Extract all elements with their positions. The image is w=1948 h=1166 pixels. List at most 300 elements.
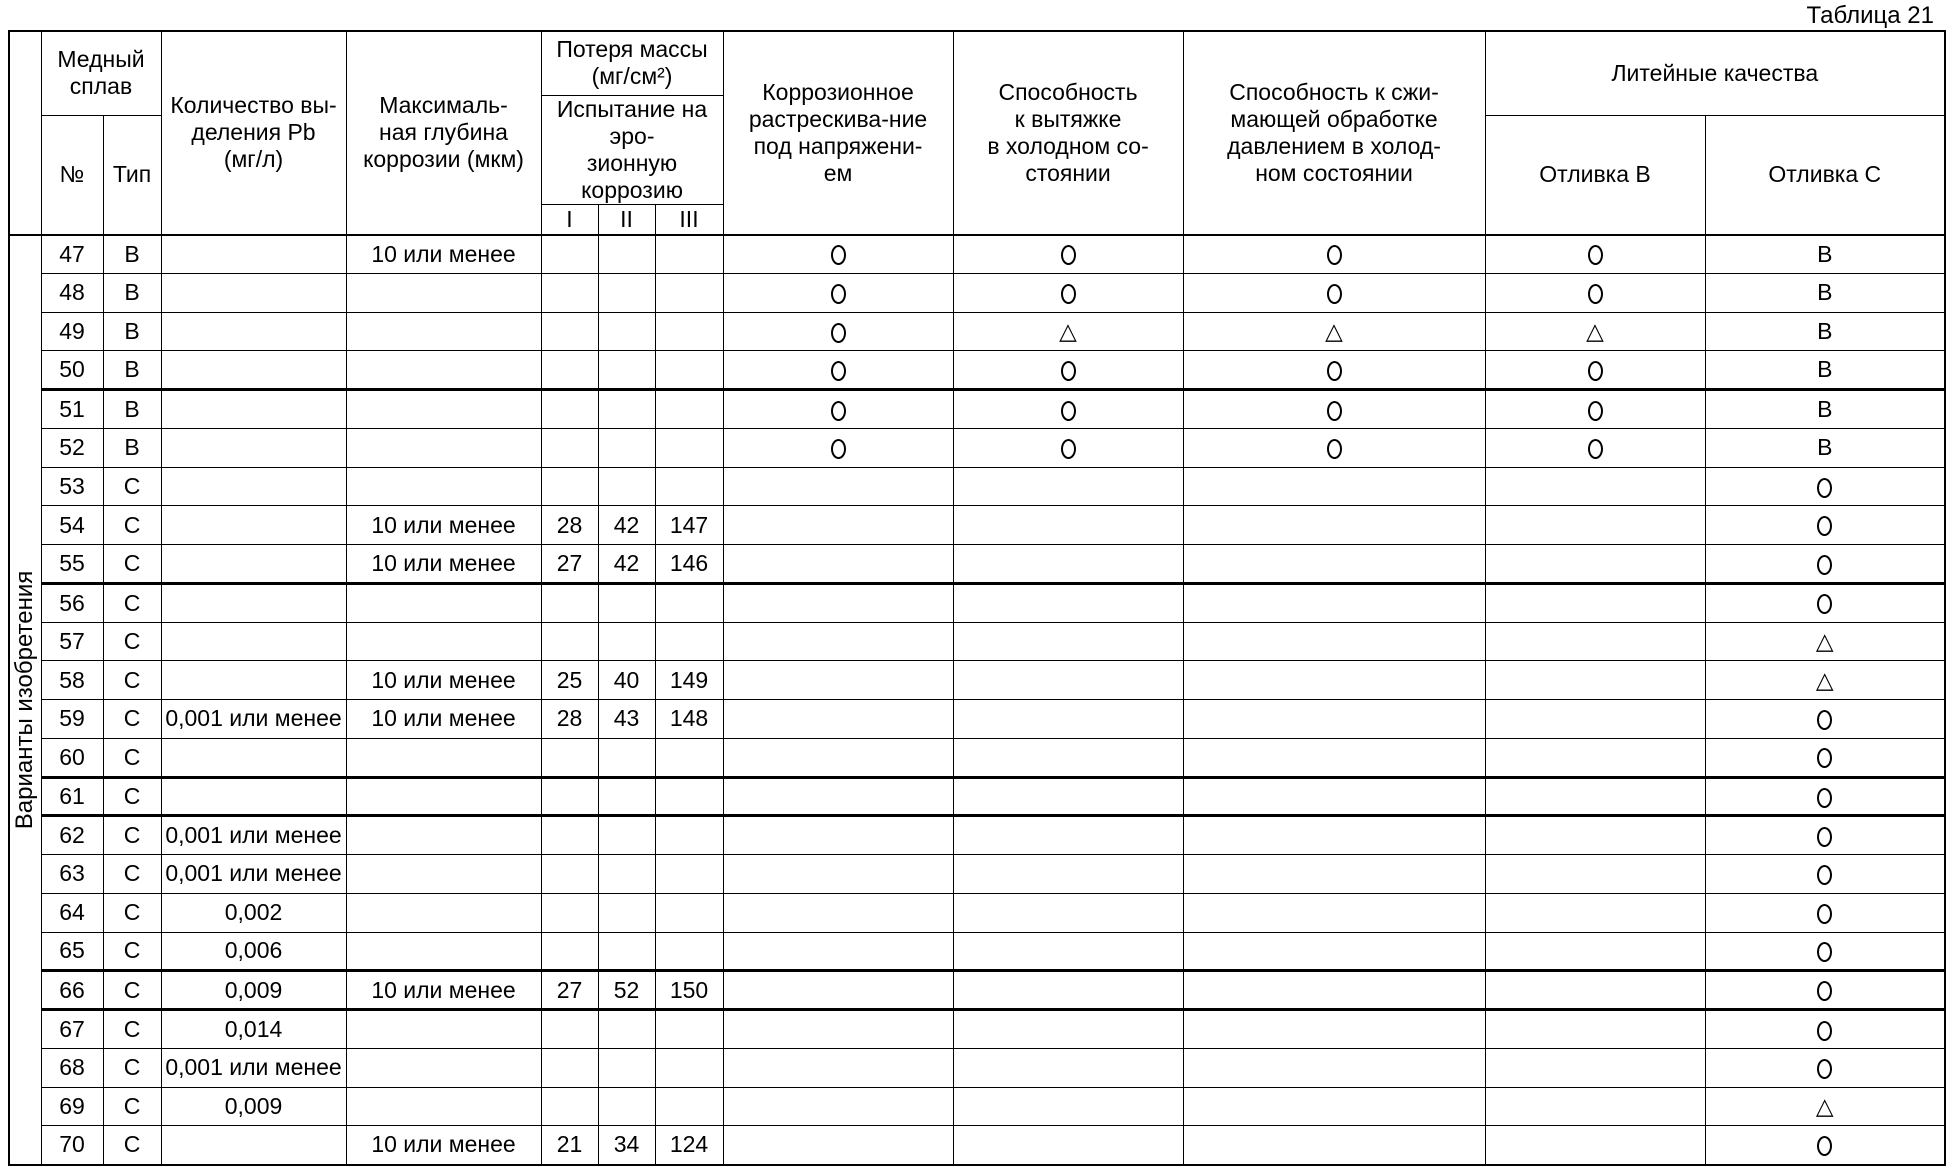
cell-scc — [723, 1087, 953, 1126]
cell-scc — [723, 700, 953, 739]
cell-draw — [953, 428, 1183, 467]
cell-pb — [161, 467, 346, 506]
cell-scc — [723, 1048, 953, 1087]
cell-pb — [161, 428, 346, 467]
circle-symbol — [1061, 401, 1076, 421]
cell-cast_b — [1485, 273, 1705, 312]
header-col-ii: II — [598, 205, 655, 235]
cell-pb: 0,001 или менее — [161, 816, 346, 855]
circle-symbol — [1817, 942, 1832, 962]
circle-symbol — [831, 401, 846, 421]
cell-max — [346, 583, 541, 622]
cell-cast_c — [1705, 1126, 1945, 1165]
cell-scc — [723, 1126, 953, 1165]
header-pb-release: Количество вы- деления Pb (мг/л) — [161, 31, 346, 235]
cell-draw — [953, 971, 1183, 1010]
cell-cast_b — [1485, 235, 1705, 274]
cell-iii — [655, 583, 723, 622]
cell-i — [541, 273, 598, 312]
cell-iii — [655, 1048, 723, 1087]
circle-symbol — [1817, 865, 1832, 885]
cell-type: C — [103, 932, 161, 971]
cell-draw — [953, 1087, 1183, 1126]
table-body — [9, 235, 1945, 1165]
cell-ii: 43 — [598, 700, 655, 739]
cell-draw — [953, 622, 1183, 661]
circle-symbol — [1817, 788, 1832, 808]
cell-max: 10 или менее — [346, 661, 541, 700]
cell-ii — [598, 816, 655, 855]
cell-scc — [723, 506, 953, 545]
table-row — [9, 816, 1945, 855]
cell-scc — [723, 351, 953, 390]
cell-scc — [723, 622, 953, 661]
cell-iii — [655, 932, 723, 971]
table-row — [9, 777, 1945, 816]
cell-pb — [161, 777, 346, 816]
cell-type: C — [103, 622, 161, 661]
cell-type: C — [103, 1126, 161, 1165]
cell-cast_c — [1705, 467, 1945, 506]
table-row — [9, 1010, 1945, 1049]
cell-no: 59 — [41, 700, 103, 739]
cell-no: 48 — [41, 273, 103, 312]
cell-comp — [1183, 545, 1485, 584]
cell-cast_b — [1485, 312, 1705, 351]
cell-max — [346, 312, 541, 351]
cell-iii — [655, 777, 723, 816]
cell-pb — [161, 351, 346, 390]
table-row — [9, 545, 1945, 584]
cell-scc — [723, 273, 953, 312]
cell-type: C — [103, 661, 161, 700]
cell-pb — [161, 545, 346, 584]
circle-symbol — [1327, 361, 1342, 381]
header-cold-compression: Способность к сжи- мающей обработке давлением в холод- ном состоянии — [1183, 31, 1485, 235]
cell-scc — [723, 428, 953, 467]
cell-cast_c — [1705, 583, 1945, 622]
cell-cast_c: B — [1705, 273, 1945, 312]
cell-cast_b — [1485, 855, 1705, 894]
circle-symbol — [831, 361, 846, 381]
cell-scc — [723, 738, 953, 777]
cell-cast_c — [1705, 971, 1945, 1010]
cell-cast_b — [1485, 932, 1705, 971]
cell-pb: 0,014 — [161, 1010, 346, 1049]
triangle-symbol: △ — [1815, 666, 1834, 693]
cell-draw — [953, 816, 1183, 855]
cell-cast_c: B — [1705, 351, 1945, 390]
cell-max — [346, 855, 541, 894]
circle-symbol — [1588, 439, 1603, 459]
cell-i — [541, 351, 598, 390]
circle-symbol — [1817, 478, 1832, 498]
cell-pb — [161, 583, 346, 622]
cell-i — [541, 428, 598, 467]
circle-symbol — [1588, 401, 1603, 421]
corner-cell — [9, 31, 41, 235]
cell-iii: 147 — [655, 506, 723, 545]
cell-comp — [1183, 583, 1485, 622]
cell-scc — [723, 545, 953, 584]
cell-no: 55 — [41, 545, 103, 584]
cell-scc — [723, 661, 953, 700]
header-alloy-type: Тип — [103, 115, 161, 235]
cell-cast_b — [1485, 738, 1705, 777]
cell-ii: 42 — [598, 545, 655, 584]
circle-symbol — [1327, 401, 1342, 421]
cell-iii — [655, 1010, 723, 1049]
cell-iii — [655, 351, 723, 390]
cell-cast_b — [1485, 1048, 1705, 1087]
table-row — [9, 1087, 1945, 1126]
cell-pb: 0,001 или менее — [161, 855, 346, 894]
cell-no: 49 — [41, 312, 103, 351]
cell-iii: 146 — [655, 545, 723, 584]
cell-cast_b — [1485, 1126, 1705, 1165]
cell-ii — [598, 622, 655, 661]
cell-pb: 0,009 — [161, 971, 346, 1010]
cell-type: C — [103, 1010, 161, 1049]
cell-type: C — [103, 1048, 161, 1087]
cell-scc — [723, 467, 953, 506]
cell-cast_b — [1485, 351, 1705, 390]
triangle-symbol: △ — [1586, 317, 1604, 344]
cell-type: B — [103, 235, 161, 274]
cell-cast_c — [1705, 1087, 1945, 1126]
cell-iii — [655, 428, 723, 467]
cell-comp — [1183, 932, 1485, 971]
cell-i: 28 — [541, 700, 598, 739]
cell-draw — [953, 932, 1183, 971]
cell-cast_b — [1485, 816, 1705, 855]
cell-ii — [598, 312, 655, 351]
side-label: Варианты изобретения — [11, 570, 39, 829]
cell-ii — [598, 777, 655, 816]
cell-ii — [598, 428, 655, 467]
circle-symbol — [1817, 981, 1832, 1001]
cell-cast_c: B — [1705, 390, 1945, 429]
cell-draw — [953, 700, 1183, 739]
cell-comp — [1183, 622, 1485, 661]
cell-comp — [1183, 312, 1485, 351]
cell-pb — [161, 312, 346, 351]
cell-comp — [1183, 816, 1485, 855]
cell-cast_b — [1485, 428, 1705, 467]
cell-no: 61 — [41, 777, 103, 816]
cell-i — [541, 893, 598, 932]
cell-comp — [1183, 428, 1485, 467]
cell-max — [346, 273, 541, 312]
header-erosion-test: Испытание на эро- зионную коррозию — [541, 95, 723, 205]
cell-i — [541, 467, 598, 506]
cell-pb: 0,006 — [161, 932, 346, 971]
table-row — [9, 1048, 1945, 1087]
cell-iii — [655, 1087, 723, 1126]
cell-i: 27 — [541, 545, 598, 584]
circle-symbol — [1061, 245, 1076, 265]
table-row — [9, 661, 1945, 700]
table-row — [9, 390, 1945, 429]
cell-pb: 0,001 или менее — [161, 1048, 346, 1087]
header-row-1 — [9, 31, 1945, 95]
cell-cast_c — [1705, 1048, 1945, 1087]
cell-scc — [723, 816, 953, 855]
cell-iii — [655, 273, 723, 312]
table-row — [9, 971, 1945, 1010]
cell-no: 50 — [41, 351, 103, 390]
cell-i — [541, 622, 598, 661]
cell-no: 67 — [41, 1010, 103, 1049]
cell-ii — [598, 1048, 655, 1087]
table-row — [9, 893, 1945, 932]
cell-draw — [953, 1010, 1183, 1049]
cell-no: 53 — [41, 467, 103, 506]
cell-ii — [598, 390, 655, 429]
cell-cast_c: B — [1705, 235, 1945, 274]
circle-symbol — [1817, 555, 1832, 575]
circle-symbol — [1588, 361, 1603, 381]
cell-cast_c — [1705, 545, 1945, 584]
cell-ii — [598, 583, 655, 622]
cell-max: 10 или менее — [346, 545, 541, 584]
cell-cast_b — [1485, 1087, 1705, 1126]
cell-max — [346, 738, 541, 777]
cell-ii — [598, 273, 655, 312]
cell-i — [541, 583, 598, 622]
cell-cast_c — [1705, 855, 1945, 894]
cell-scc — [723, 971, 953, 1010]
cell-comp — [1183, 506, 1485, 545]
cell-scc — [723, 312, 953, 351]
circle-symbol — [1061, 284, 1076, 304]
cell-cast_c — [1705, 700, 1945, 739]
cell-type: B — [103, 273, 161, 312]
cell-draw — [953, 273, 1183, 312]
circle-symbol — [1061, 439, 1076, 459]
circle-symbol — [1817, 1021, 1832, 1041]
cell-scc — [723, 932, 953, 971]
cell-scc — [723, 235, 953, 274]
table-caption: Таблица 21 — [1806, 2, 1934, 29]
cell-comp — [1183, 855, 1485, 894]
cell-comp — [1183, 273, 1485, 312]
cell-i — [541, 1048, 598, 1087]
cell-cast_c — [1705, 738, 1945, 777]
cell-comp — [1183, 1010, 1485, 1049]
cell-no: 63 — [41, 855, 103, 894]
table-row — [9, 506, 1945, 545]
cell-cast_b — [1485, 583, 1705, 622]
circle-symbol — [1817, 1136, 1832, 1156]
cell-max — [346, 777, 541, 816]
cell-scc — [723, 583, 953, 622]
cell-draw — [953, 1126, 1183, 1165]
cell-ii — [598, 1010, 655, 1049]
cell-i: 21 — [541, 1126, 598, 1165]
cell-max: 10 или менее — [346, 506, 541, 545]
cell-cast_c — [1705, 622, 1945, 661]
cell-iii: 150 — [655, 971, 723, 1010]
cell-draw — [953, 467, 1183, 506]
circle-symbol — [831, 439, 846, 459]
cell-draw — [953, 738, 1183, 777]
cell-iii — [655, 622, 723, 661]
cell-scc — [723, 1010, 953, 1049]
circle-symbol — [1327, 284, 1342, 304]
cell-max — [346, 467, 541, 506]
circle-symbol — [831, 323, 846, 343]
cell-pb — [161, 738, 346, 777]
cell-i — [541, 855, 598, 894]
cell-draw — [953, 777, 1183, 816]
cell-type: B — [103, 428, 161, 467]
cell-iii — [655, 467, 723, 506]
cell-no: 62 — [41, 816, 103, 855]
cell-type: C — [103, 583, 161, 622]
cell-type: C — [103, 545, 161, 584]
cell-cast_c — [1705, 932, 1945, 971]
cell-ii — [598, 235, 655, 274]
cell-max: 10 или менее — [346, 1126, 541, 1165]
cell-cast_c — [1705, 1010, 1945, 1049]
table-row — [9, 622, 1945, 661]
cell-comp — [1183, 1126, 1485, 1165]
cell-no: 70 — [41, 1126, 103, 1165]
cell-ii — [598, 893, 655, 932]
cell-comp — [1183, 235, 1485, 274]
cell-i — [541, 390, 598, 429]
cell-draw — [953, 583, 1183, 622]
cell-comp — [1183, 1087, 1485, 1126]
cell-no: 54 — [41, 506, 103, 545]
cell-max — [346, 1087, 541, 1126]
cell-no: 52 — [41, 428, 103, 467]
cell-no: 64 — [41, 893, 103, 932]
cell-comp — [1183, 738, 1485, 777]
table-row — [9, 1126, 1945, 1165]
cell-max — [346, 1048, 541, 1087]
cell-cast_b — [1485, 622, 1705, 661]
table-row — [9, 700, 1945, 739]
cell-max — [346, 351, 541, 390]
circle-symbol — [1061, 361, 1076, 381]
cell-cast_c: B — [1705, 428, 1945, 467]
cell-draw — [953, 545, 1183, 584]
cell-max — [346, 816, 541, 855]
cell-type: C — [103, 738, 161, 777]
cell-no: 57 — [41, 622, 103, 661]
cell-scc — [723, 390, 953, 429]
table-row — [9, 583, 1945, 622]
cell-cast_c — [1705, 777, 1945, 816]
cell-pb — [161, 273, 346, 312]
cell-cast_b — [1485, 777, 1705, 816]
circle-symbol — [1817, 904, 1832, 924]
header-casting-qualities: Литейные качества — [1485, 31, 1945, 115]
cell-iii — [655, 816, 723, 855]
cell-type: C — [103, 777, 161, 816]
cell-comp — [1183, 971, 1485, 1010]
cell-cast_b — [1485, 661, 1705, 700]
cell-no: 66 — [41, 971, 103, 1010]
cell-comp — [1183, 351, 1485, 390]
circle-symbol — [1817, 827, 1832, 847]
cell-i — [541, 777, 598, 816]
triangle-symbol: △ — [1059, 317, 1077, 344]
cell-iii: 149 — [655, 661, 723, 700]
cell-draw — [953, 855, 1183, 894]
cell-cast_b — [1485, 390, 1705, 429]
cell-cast_c: B — [1705, 312, 1945, 351]
circle-symbol — [1327, 439, 1342, 459]
table-row — [9, 855, 1945, 894]
triangle-symbol: △ — [1815, 627, 1834, 654]
cell-comp — [1183, 467, 1485, 506]
cell-cast_b — [1485, 700, 1705, 739]
header-casting-b: Отливка B — [1485, 115, 1705, 235]
cell-max: 10 или менее — [346, 971, 541, 1010]
cell-ii: 52 — [598, 971, 655, 1010]
cell-type: C — [103, 893, 161, 932]
cell-max — [346, 893, 541, 932]
header-mass-loss: Потеря массы (мг/см²) — [541, 31, 723, 95]
circle-symbol — [1588, 284, 1603, 304]
cell-i — [541, 1010, 598, 1049]
cell-ii — [598, 738, 655, 777]
header-col-i: I — [541, 205, 598, 235]
cell-scc — [723, 893, 953, 932]
table-row — [9, 467, 1945, 506]
cell-cast_b — [1485, 506, 1705, 545]
cell-pb — [161, 390, 346, 429]
cell-i: 28 — [541, 506, 598, 545]
cell-no: 56 — [41, 583, 103, 622]
cell-pb — [161, 506, 346, 545]
triangle-symbol: △ — [1325, 317, 1343, 344]
cell-max — [346, 428, 541, 467]
cell-scc — [723, 855, 953, 894]
circle-symbol — [1588, 245, 1603, 265]
cell-i — [541, 738, 598, 777]
header-alloy-number: № — [41, 115, 103, 235]
cell-no: 58 — [41, 661, 103, 700]
cell-no: 68 — [41, 1048, 103, 1087]
cell-cast_c — [1705, 506, 1945, 545]
table-row — [9, 351, 1945, 390]
cell-i — [541, 1087, 598, 1126]
cell-pb: 0,001 или менее — [161, 700, 346, 739]
cell-max: 10 или менее — [346, 235, 541, 274]
cell-type: B — [103, 312, 161, 351]
cell-cast_b — [1485, 893, 1705, 932]
cell-pb — [161, 622, 346, 661]
cell-ii — [598, 855, 655, 894]
cell-cast_b — [1485, 971, 1705, 1010]
cell-ii — [598, 932, 655, 971]
cell-i: 25 — [541, 661, 598, 700]
cell-i — [541, 816, 598, 855]
cell-ii — [598, 467, 655, 506]
cell-max — [346, 932, 541, 971]
cell-max — [346, 390, 541, 429]
cell-i — [541, 312, 598, 351]
cell-pb — [161, 661, 346, 700]
circle-symbol — [1817, 710, 1832, 730]
table-row — [9, 312, 1945, 351]
circle-symbol — [1817, 1059, 1832, 1079]
cell-comp — [1183, 777, 1485, 816]
